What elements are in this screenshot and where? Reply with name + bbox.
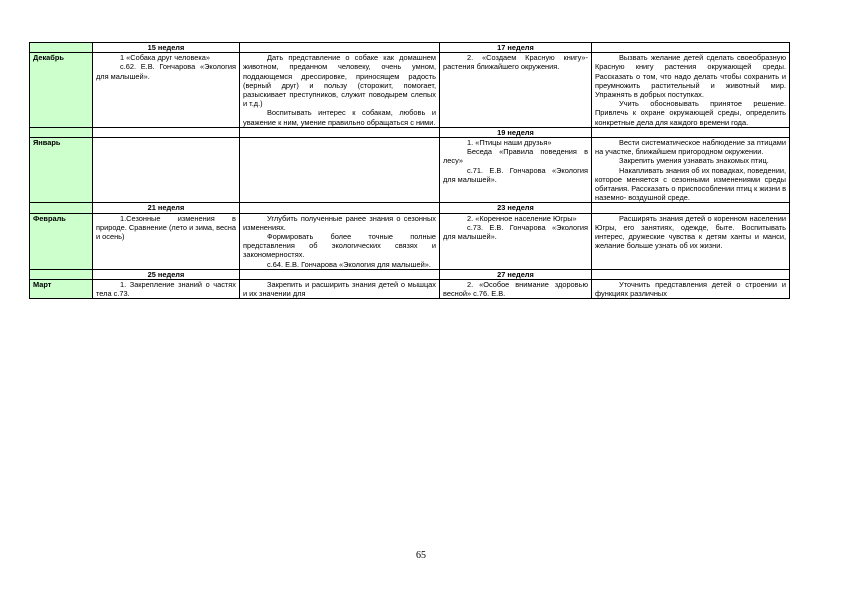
goal-cell xyxy=(240,280,440,299)
empty-cell xyxy=(93,127,240,137)
topic-cell xyxy=(440,213,592,269)
empty-cell xyxy=(240,203,440,213)
goal-text: Дать представление о собаке как домашнем животном, преданном человеку, очень умном, поддающемся дрессировке, приносящем радость (верный друг) и пользу (сторожит, помогает, разыскивает преступников, служит поводырем слепых и т.д.) xyxy=(243,53,436,109)
month-cell-empty xyxy=(30,269,93,279)
week-row xyxy=(30,203,790,213)
empty-cell xyxy=(592,203,790,213)
month-cell-empty xyxy=(30,203,93,213)
month-label: Январь xyxy=(30,138,93,203)
goal-text: Закрепить умения узнавать знакомых птиц. xyxy=(619,156,769,166)
week-label: 27 неделя xyxy=(440,269,592,279)
goal-text: Расширять знания детей о коренном населении Югры, его занятиях, одежде, быте. Воспитывать интерес, дружеские чувства к детям ханты и манси, желание больше узнать об их жизни. xyxy=(595,213,786,251)
empty-cell xyxy=(93,138,240,203)
goal-text: с.64. Е.В. Гончарова «Экология для малышей». xyxy=(267,259,431,269)
empty-cell xyxy=(240,138,440,203)
goal-text: Воспитывать интерес к собакам, любовь и уважение к ним, умение правильно обращаться с ними. xyxy=(243,108,436,127)
month-label: Март xyxy=(30,280,93,299)
empty-cell xyxy=(240,127,440,137)
week-label: 23 неделя xyxy=(440,203,592,213)
topic-text: 1. «Птицы наши друзья» xyxy=(467,138,552,148)
topic-text: Беседа «Правила поведения в лесу» xyxy=(443,147,588,166)
topic-cell xyxy=(440,280,592,299)
topic-text: с.73. Е.В. Гончарова «Экология для малышей». xyxy=(443,222,588,242)
week-label: 25 неделя xyxy=(93,269,240,279)
goal-cell xyxy=(240,53,440,128)
goal-text: Вызвать желание детей сделать своеобразную Красную книгу растения окружающей среды. Рассказать о том, что надо делать чтобы сохранить и преумножить растительный и животный мир. Упражнять в добрых поступках. xyxy=(595,53,786,100)
goal-cell xyxy=(240,213,440,269)
empty-cell xyxy=(592,127,790,137)
goal-cell xyxy=(592,138,790,203)
topic-cell xyxy=(93,280,240,299)
goal-text: Формировать более точные полные представления об экологических связях и закономерностях. xyxy=(243,232,436,260)
week-label: 17 неделя xyxy=(440,43,592,53)
month-cell-empty xyxy=(30,127,93,137)
topic-text: с.62. Е.В. Гончарова «Экология для малышей». xyxy=(96,62,236,81)
topic-cell xyxy=(93,53,240,128)
empty-cell xyxy=(240,269,440,279)
week-label: 21 неделя xyxy=(93,203,240,213)
topic-cell xyxy=(440,138,592,203)
goal-text: Вести систематическое наблюдение за птицами на участке, ближайшем пригородном окружении. xyxy=(595,138,786,157)
topic-cell xyxy=(440,53,592,128)
topic-text: 1. Закрепление знаний о частях тела с.73. xyxy=(96,280,236,299)
goal-text: Закрепить и расширить знания детей о мышцах и их значении для xyxy=(243,280,436,299)
week-label: 15 неделя xyxy=(93,43,240,53)
week-row xyxy=(30,127,790,137)
goal-cell xyxy=(592,53,790,128)
row-february xyxy=(30,213,790,269)
row-january xyxy=(30,138,790,203)
week-row xyxy=(30,43,790,53)
month-cell-empty xyxy=(30,43,93,53)
topic-text: 1 «Собака друг человека» xyxy=(120,53,211,63)
goal-text: Уточнить представления детей о строении и функциях различных xyxy=(595,280,786,299)
row-december xyxy=(30,53,790,128)
topic-text: 2. «Коренное население Югры» xyxy=(467,213,577,223)
topic-text: 2. «Особое внимание здоровью весной» с.76. Е.В. xyxy=(443,280,588,299)
week-label: 19 неделя xyxy=(440,127,592,137)
goal-text: Накапливать знания об их повадках, поведении, которое меняется с сезонными изменениями среды обитания. Рассказать о приспособлении птиц к жизни в наземно- воздушной среде. xyxy=(595,165,786,203)
goal-cell xyxy=(592,213,790,269)
topic-text: с.71. Е.В. Гончарова «Экология для малышей». xyxy=(443,165,588,184)
empty-cell xyxy=(592,269,790,279)
week-row xyxy=(30,269,790,279)
month-label: Февраль xyxy=(30,213,93,269)
goal-text: Учить обосновывать принятое решение. Привлечь к охране окружающей среды, определить конкретные дела для каждого времени года. xyxy=(595,99,786,127)
plan-table xyxy=(29,42,790,299)
topic-text: 1.Сезонные изменения в природе. Сравнение (лето и зима, весна и осень) xyxy=(96,213,236,242)
topic-cell xyxy=(93,213,240,269)
empty-cell xyxy=(240,43,440,53)
topic-text: 2. «Создаем Красную книгу»- растения ближайшего окружения. xyxy=(443,53,588,72)
page-number: 65 xyxy=(416,550,426,561)
goal-text: Углубить полученные ранее знания о сезонных изменениях. xyxy=(243,213,436,232)
goal-cell xyxy=(592,280,790,299)
month-label: Декабрь xyxy=(30,53,93,128)
row-march xyxy=(30,280,790,299)
empty-cell xyxy=(592,43,790,53)
